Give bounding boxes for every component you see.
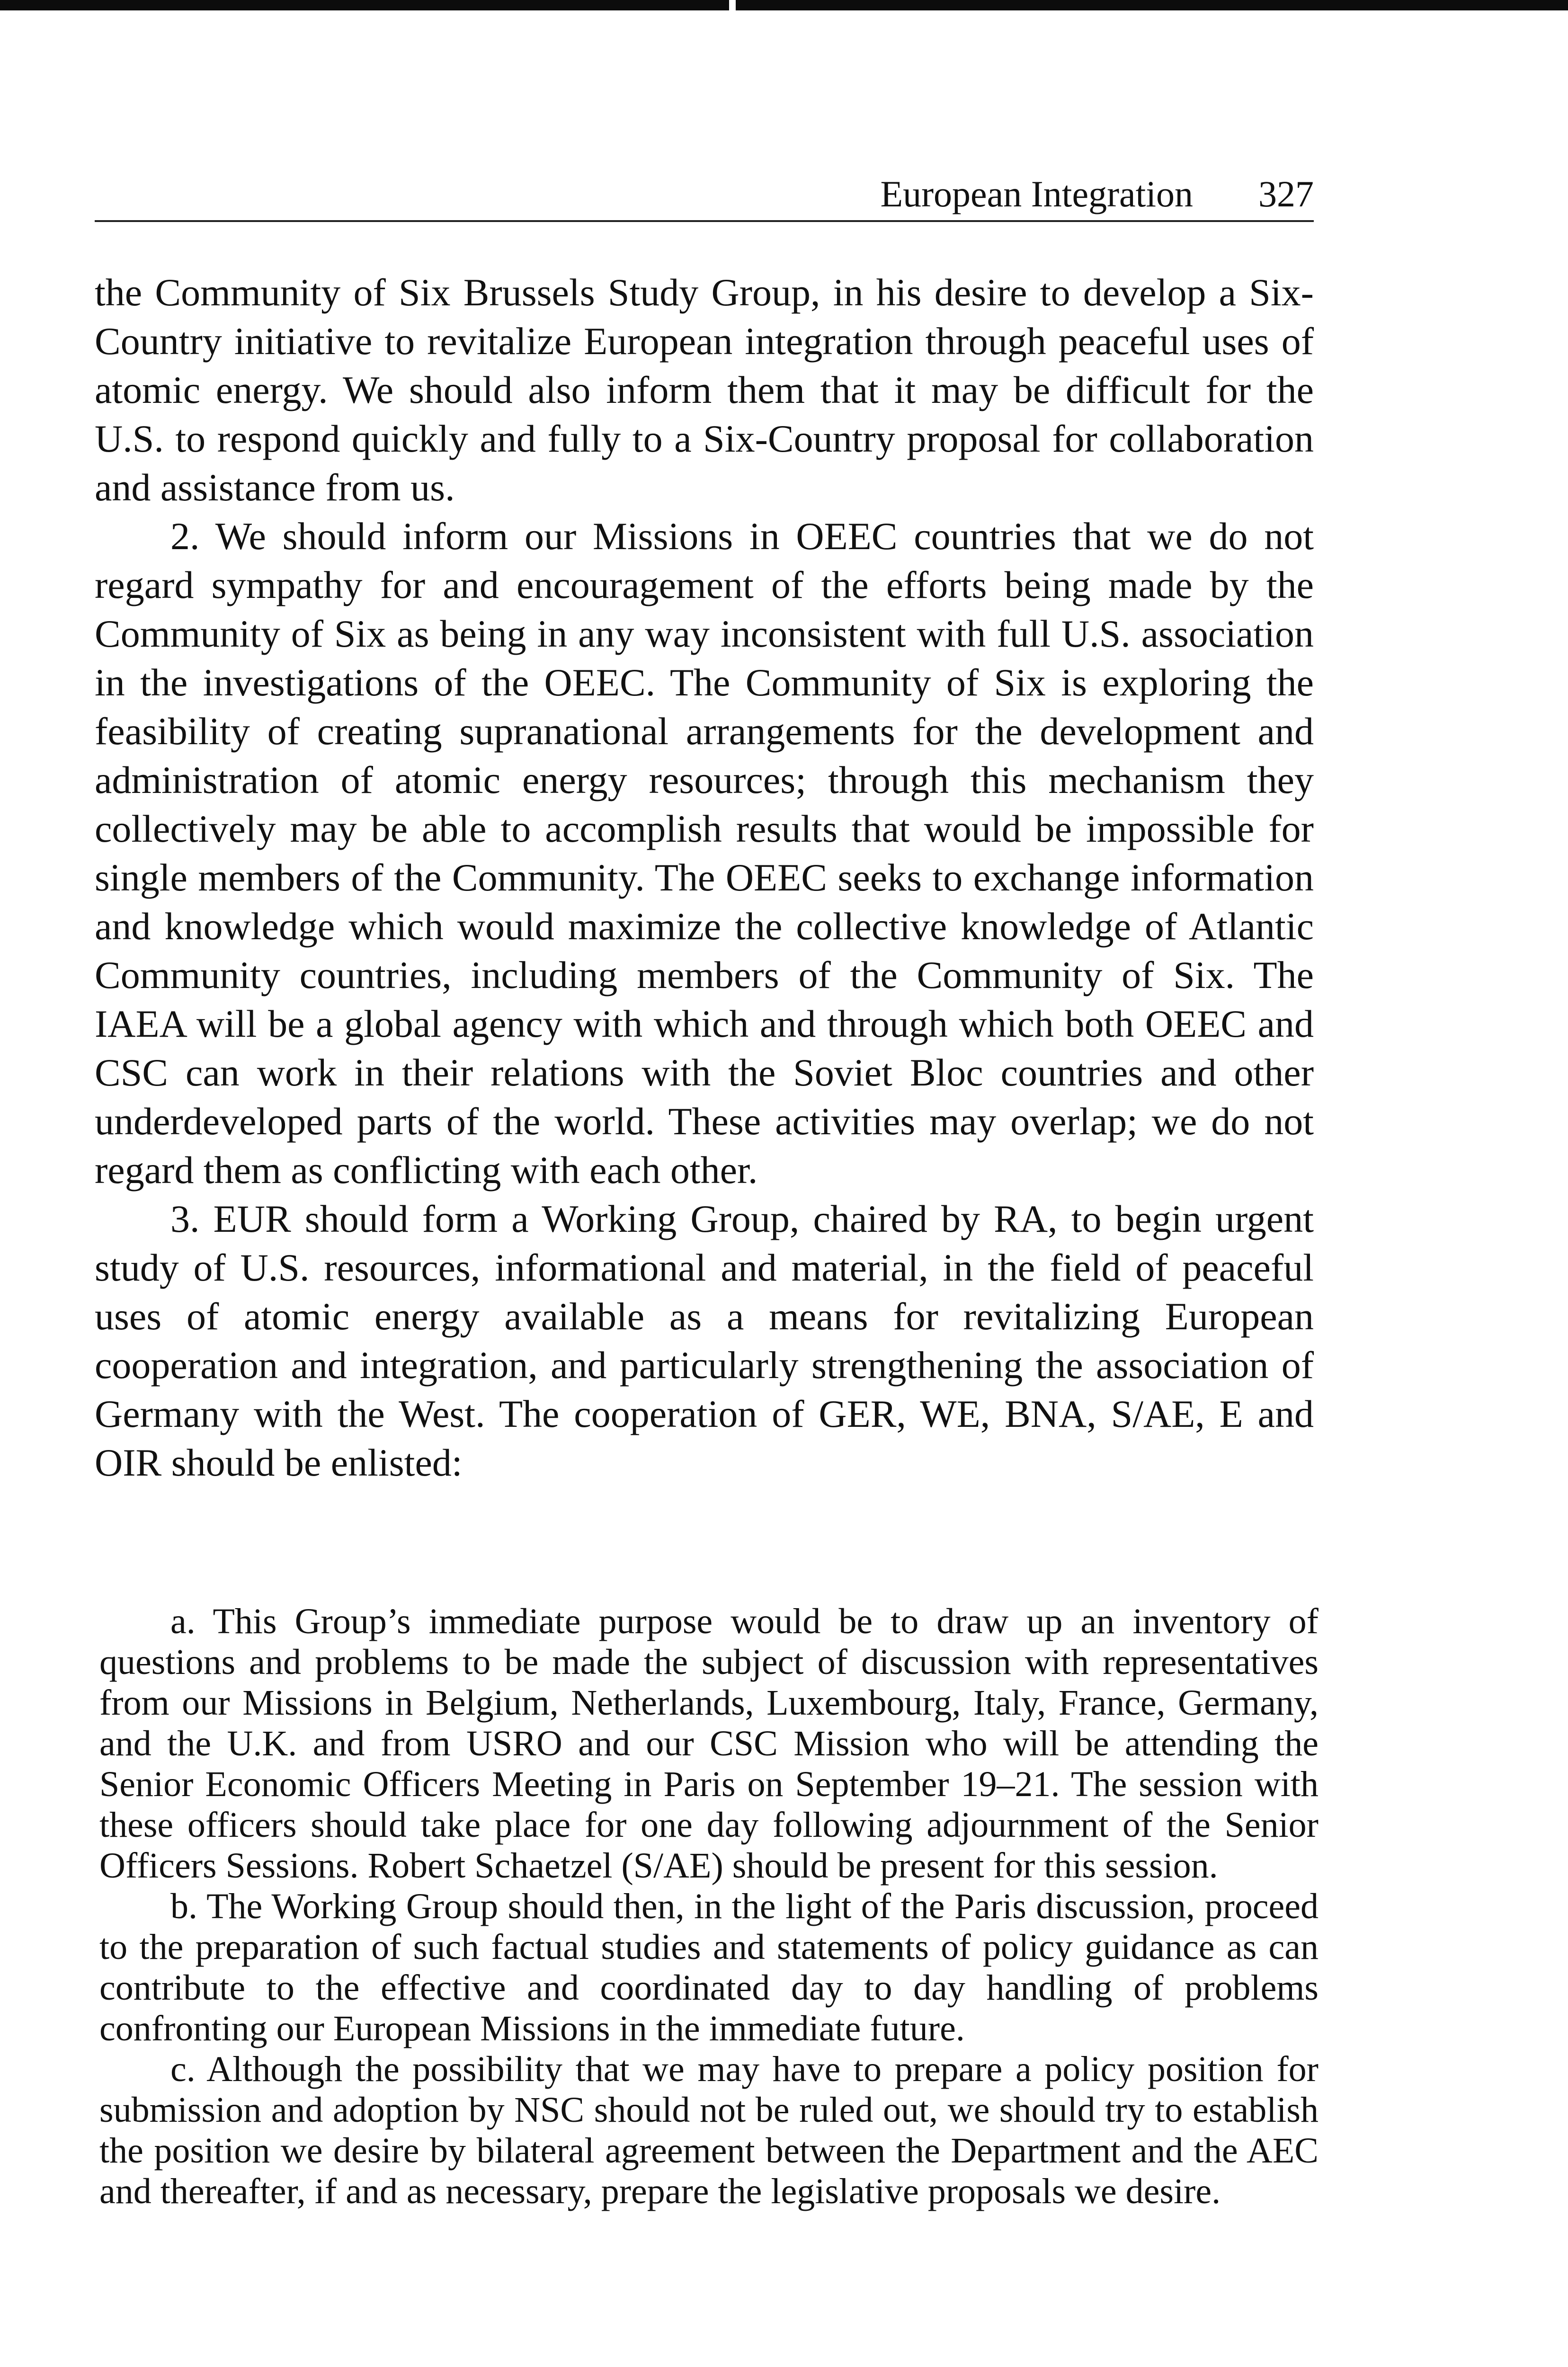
scan-top-border [0,0,1568,10]
body-text [95,268,1314,1487]
sub-item-b: b. The Working Group should then, in the light of the Paris discussion, proceed to the preparation of such factual studies and statements of policy guidance as can contribute to the effective and coordinated day to day handling of problems confronting our European Missions in the immediate future. [99,1886,1319,2048]
sub-item-c: c. Although the possibility that we may have to prepare a policy position for submission and adoption by NSC should not be ruled out, we should try to establish the position we desire by bilateral agreement between the Department and the AEC and thereafter, if and as necessary, prepare the legislative proposals we desire. [99,2049,1319,2211]
paragraph-3: 3. EUR should form a Working Group, chaired by RA, to begin urgent study of U.S. resources, informational and material, in the field of peaceful uses of atomic energy available as a means for revitalizing European cooperation and integration, and particularly strengthening the association of Germany with the West. The cooperation of GER, WE, BNA, S/AE, E and OIR should be enlisted: [95,1197,1314,1484]
running-head-title: European Integration [880,173,1193,214]
sub-item-a: a. This Group’s immediate purpose would be to draw up an inventory of questions and problems to be made the subject of discussion with representatives from our Missions in Belgium, Netherlands, Luxembourg, Italy, France, Germany, and the U.K. and from USRO and our CSC Mission who will be attending the Senior Economic Officers Meeting in Paris on September 19–21. The session with these officers should take place for one day following adjournment of the Senior Officers Sessions. Robert Schaetzel (S/AE) should be present for this session. [99,1602,1319,1886]
sub-item-list [99,1601,1319,2212]
scan-border-gap [729,0,736,10]
running-head [95,168,1314,222]
paragraph-continued: the Community of Six Brussels Study Group, in his desire to develop a Six-Country initiative to revitalize European integration through peaceful uses of atomic energy. We should also inform them that it may be difficult for the U.S. to respond quickly and fully to a Six-Country proposal for collaboration and assistance from us. [95,271,1314,509]
paragraph-2: 2. We should inform our Missions in OEEC countries that we do not regard sympathy for and encouragement of the efforts being made by the Community of Six as being in any way inconsistent with full U.S. association in the investigations of the OEEC. The Community of Six is exploring the feasibility of creating supranational arrangements for the development and administration of atomic energy resources; through this mechanism they collectively may be able to accomplish results that would be impossible for single members of the Community. The OEEC seeks to exchange information and knowledge which would maximize the collective knowledge of Atlantic Community countries, including members of the Community of Six. The IAEA will be a global agency with which and through which both OEEC and CSC can work in their relations with the Soviet Bloc countries and other underdeveloped parts of the world. These activities may overlap; we do not regard them as conflicting with each other. [95,515,1314,1192]
page-number: 327 [1258,173,1314,214]
